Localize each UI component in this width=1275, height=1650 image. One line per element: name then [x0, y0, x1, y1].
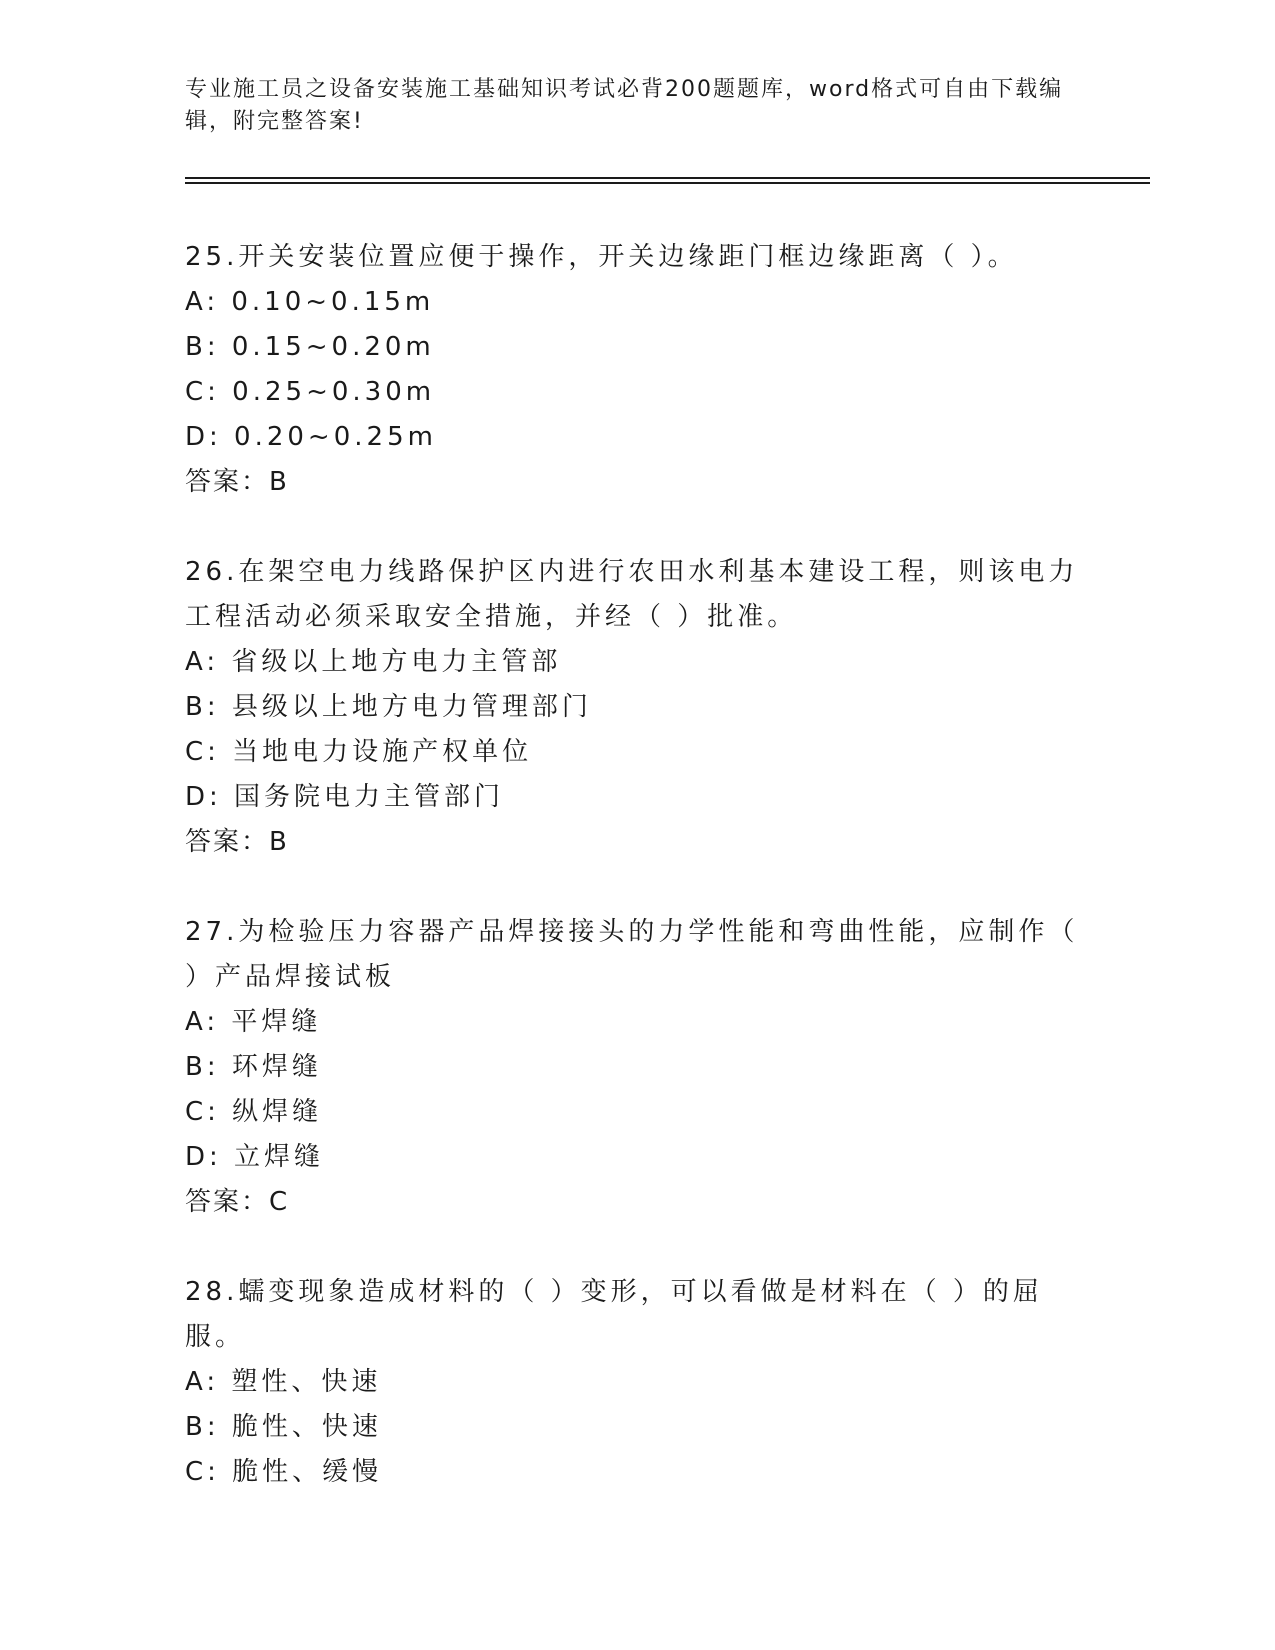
- option-c: C: 0.25~0.30m: [185, 377, 436, 407]
- option-a: A: 0.10~0.15m: [185, 287, 435, 317]
- option-b: B: 0.15~0.20m: [185, 332, 435, 362]
- question-text: 28.蠕变现象造成材料的（ ）变形，可以看做是材料在（ ）的屈服。: [185, 1277, 1043, 1352]
- question-text: 25.开关安装位置应便于操作，开关边缘距门框边缘距离（ ）。: [185, 242, 1018, 272]
- option-b: B: 脆性、快速: [185, 1412, 382, 1442]
- question-25: [185, 235, 1085, 505]
- option-a: A: 省级以上地方电力主管部: [185, 647, 562, 677]
- option-c: C: 脆性、缓慢: [185, 1457, 383, 1487]
- option-a: A: 塑性、快速: [185, 1367, 382, 1397]
- answer: 答案：B: [185, 467, 289, 497]
- option-d: D: 0.20~0.25m: [185, 422, 437, 452]
- option-d: D: 国务院电力主管部门: [185, 782, 505, 812]
- header-divider-top: [185, 177, 1150, 179]
- question-26: [185, 550, 1085, 865]
- question-list: [185, 235, 1085, 1540]
- question-27: [185, 910, 1085, 1225]
- option-b: B: 环焊缝: [185, 1052, 322, 1082]
- option-c: C: 纵焊缝: [185, 1097, 323, 1127]
- answer: 答案：B: [185, 827, 289, 857]
- option-c: C: 当地电力设施产权单位: [185, 737, 533, 767]
- option-d: D: 立焊缝: [185, 1142, 325, 1172]
- question-text: 26.在架空电力线路保护区内进行农田水利基本建设工程，则该电力工程活动必须采取安全措施，并经（ ）批准。: [185, 557, 1079, 632]
- header-divider-bottom: [185, 182, 1150, 184]
- question-28: [185, 1270, 1085, 1495]
- answer: 答案：C: [185, 1187, 290, 1217]
- option-a: A: 平焊缝: [185, 1007, 322, 1037]
- question-text: 27.为检验压力容器产品焊接接头的力学性能和弯曲性能，应制作（ ）产品焊接试板: [185, 917, 1079, 992]
- document-header: 专业施工员之设备安装施工基础知识考试必背200题题库，word格式可自由下载编辑，附完整答案!: [185, 77, 1064, 134]
- option-b: B: 县级以上地方电力管理部门: [185, 692, 592, 722]
